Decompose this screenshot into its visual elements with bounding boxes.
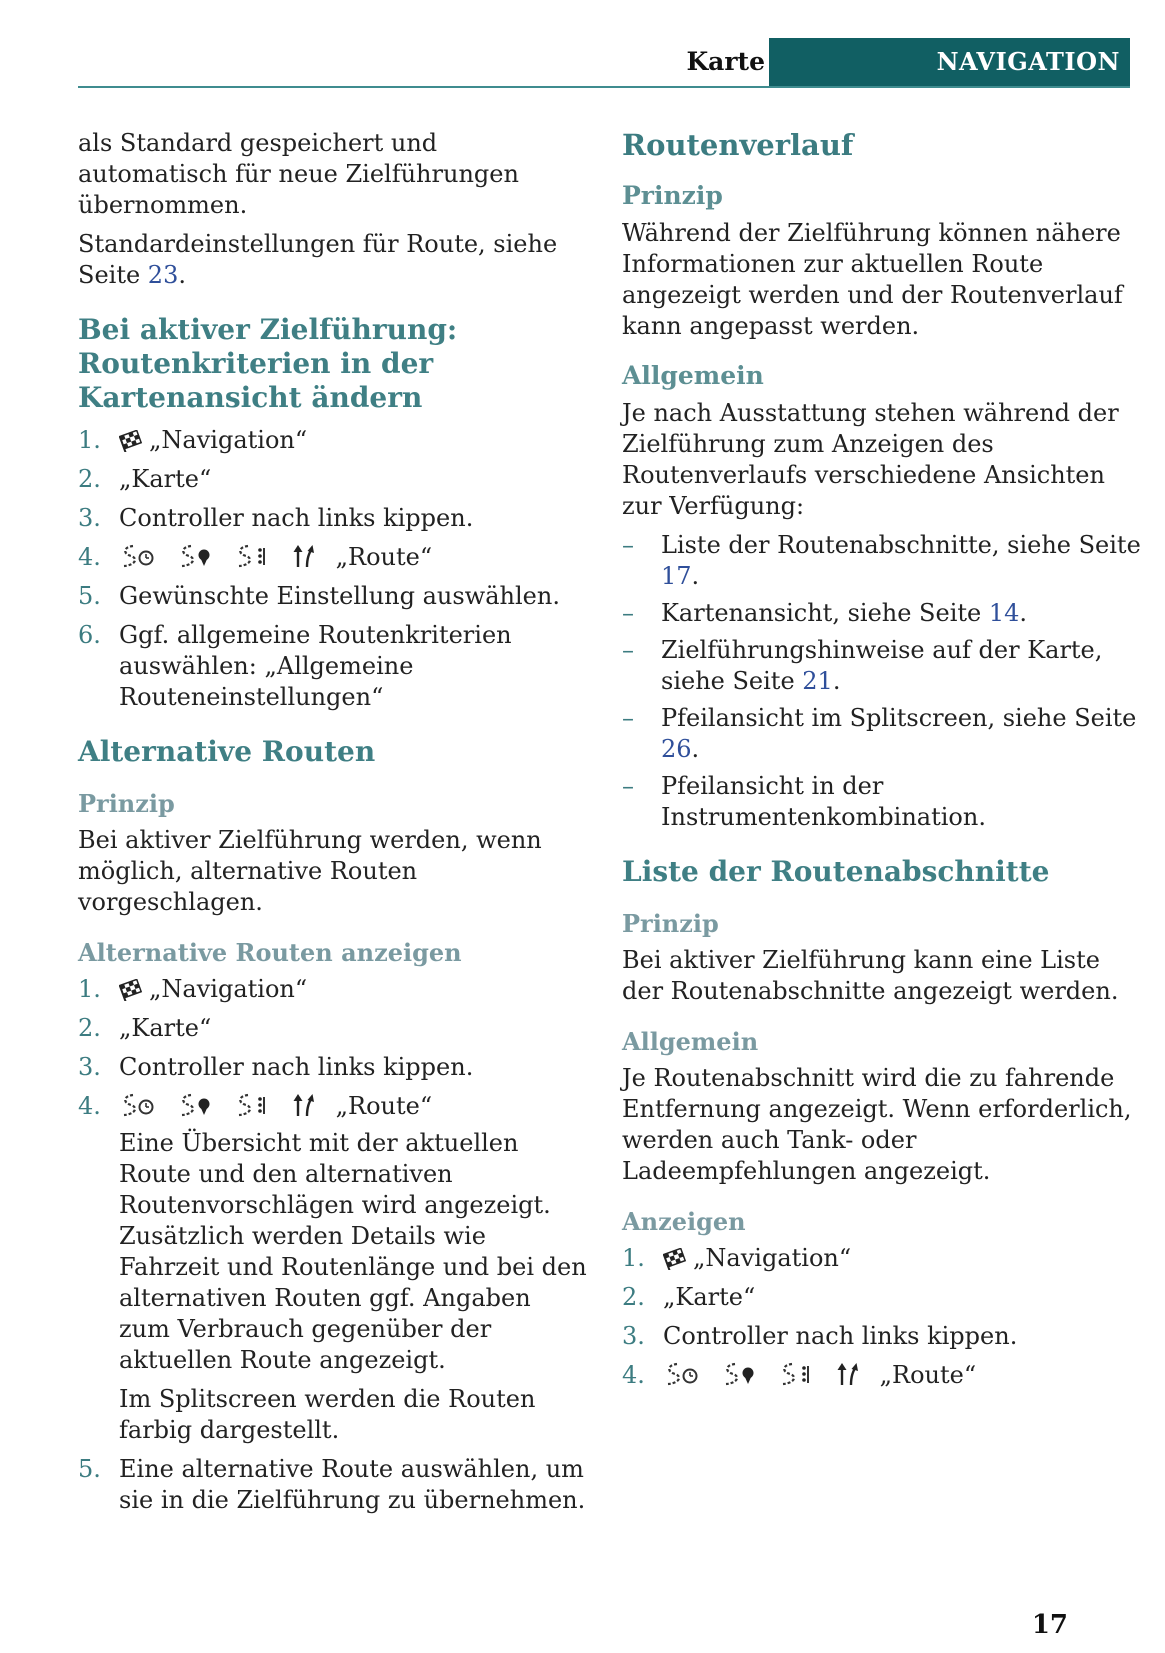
list-item	[78, 1052, 588, 1083]
route-list-icon	[778, 1361, 816, 1387]
list-item	[622, 1243, 1142, 1274]
step-text: „Karte“	[119, 1014, 212, 1042]
step-text: Ggf. allgemeine Routenkriterien auswählen: „Allgemeine Routeneinstellungen“	[119, 621, 512, 711]
list-item	[622, 771, 1142, 833]
step-number: 3.	[78, 504, 101, 532]
route-icons-row	[119, 543, 336, 571]
page-link-21[interactable]: 21	[802, 667, 833, 695]
list-item	[622, 598, 1142, 629]
route-time-icon	[119, 543, 157, 569]
route-poi-icon	[721, 1361, 759, 1387]
list-item-end: .	[691, 735, 700, 763]
arrows-up-icon	[292, 1092, 316, 1118]
prinzip-text: Bei aktiver Zielführung kann eine Liste der Routenabschnitte angezeigt werden.	[622, 946, 1119, 1005]
navigation-flag-icon	[119, 430, 143, 452]
list-item	[78, 425, 588, 456]
step-number: 4.	[78, 1092, 101, 1120]
list-item-text: Pfeilansicht in der Instrumentenkombination.	[661, 772, 986, 831]
views-list	[622, 530, 1142, 833]
dash-bullet: –	[622, 772, 634, 800]
page-number: 17	[1031, 1610, 1068, 1640]
route-icons-row	[663, 1361, 880, 1389]
step-number: 4.	[78, 543, 101, 571]
step-number: 1.	[78, 426, 101, 454]
list-item-end: .	[1019, 599, 1028, 627]
step-number: 1.	[78, 975, 101, 1003]
dash-bullet: –	[622, 531, 634, 559]
allgemein-text: Je Routenabschnitt wird die zu fahrende Entfernung angezeigt. Wenn erforderlich, werden auch Tank- oder Ladeempfehlungen angezeigt.	[622, 1064, 1132, 1185]
step-number: 3.	[78, 1053, 101, 1081]
section-heading-alternative-routen: Alternative Routen	[78, 735, 376, 768]
subheading-allgemein: Allgemein	[622, 361, 764, 390]
step-text: Controller nach links kippen.	[663, 1322, 1018, 1350]
step-number: 5.	[78, 582, 101, 610]
step-text: „Navigation“	[149, 426, 308, 454]
step-number: 2.	[78, 1014, 101, 1042]
steps-list-alternative-routen	[78, 974, 588, 1516]
list-item	[622, 1360, 1142, 1391]
dash-bullet: –	[622, 704, 634, 732]
right-column	[622, 128, 1142, 1399]
dash-bullet: –	[622, 636, 634, 664]
step-number: 3.	[622, 1322, 645, 1350]
page-link-17[interactable]: 17	[661, 562, 692, 590]
route-list-icon	[234, 543, 272, 569]
arrows-up-icon	[292, 543, 316, 569]
route-time-icon	[663, 1361, 701, 1387]
dash-bullet: –	[622, 599, 634, 627]
step-number: 2.	[622, 1283, 645, 1311]
list-item-end: .	[832, 667, 841, 695]
route-list-icon	[234, 1092, 272, 1118]
step-text: Controller nach links kippen.	[119, 504, 474, 532]
route-icons-row	[119, 1092, 336, 1120]
navigation-flag-icon	[663, 1248, 687, 1270]
intro-reference	[78, 229, 588, 291]
step-text: „Karte“	[663, 1283, 756, 1311]
list-item	[78, 503, 588, 534]
list-item	[78, 1454, 588, 1516]
list-item-text: Liste der Routenabschnitte, siehe Seite	[661, 531, 1141, 559]
list-item	[78, 581, 588, 612]
step-text: „Navigation“	[693, 1244, 852, 1272]
steps-list-routenkriterien	[78, 425, 588, 713]
intro-reference-text: Standardeinstellungen für Route, siehe Seite	[78, 230, 558, 289]
section-heading-routenverlauf: Routenverlauf	[622, 128, 854, 162]
step-description: Eine Übersicht mit der aktuellen Route und den alternativen Routenvorschlägen wird angezeigt. Zusätzlich werden Details wie Fahrzeit und Routenlänge und bei den alternativen Routen ggf. Angaben zum Verbrauch gegenüber der aktuellen Route angezeigt.	[119, 1129, 587, 1374]
steps-list-anzeigen	[622, 1243, 1142, 1391]
step-text: „Navigation“	[149, 975, 308, 1003]
navigation-flag-icon	[119, 979, 143, 1001]
page-header	[78, 38, 1130, 88]
step-text: „Route“	[335, 543, 433, 571]
prinzip-text: Während der Zielführung können nähere Informationen zur aktuellen Route angezeigt werden und der Routenverlauf kann angepasst werden.	[622, 219, 1123, 340]
subheading-allgemein: Allgemein	[622, 1027, 759, 1056]
intro-paragraph: als Standard gespeichert und automatisch für neue Zielführungen übernommen.	[78, 129, 519, 219]
header-section-title: Karte	[686, 47, 765, 76]
allgemein-text: Je nach Ausstattung stehen während der Zielführung zum Anzeigen des Routenverlaufs verschiedene Ansichten zur Verfügung:	[622, 399, 1119, 520]
step-number: 4.	[622, 1361, 645, 1389]
list-item	[78, 542, 588, 573]
list-item	[78, 620, 588, 713]
step-text: „Karte“	[119, 465, 212, 493]
list-item	[78, 464, 588, 495]
arrows-up-icon	[836, 1361, 860, 1387]
page-link-14[interactable]: 14	[988, 599, 1020, 627]
header-chapter-title: NAVIGATION	[769, 38, 1130, 86]
list-item	[622, 1282, 1142, 1313]
list-item	[622, 1321, 1142, 1352]
route-poi-icon	[177, 1092, 215, 1118]
subheading-alternative-routen-anzeigen: Alternative Routen anzeigen	[78, 938, 462, 967]
step-text: „Route“	[879, 1361, 977, 1389]
list-item	[622, 530, 1142, 592]
left-column	[78, 128, 588, 1524]
prinzip-text: Bei aktiver Zielführung werden, wenn möglich, alternative Routen vorgeschlagen.	[78, 826, 542, 916]
list-item	[78, 1091, 588, 1446]
section-heading-routenkriterien: Bei aktiver Zielführung: Routenkriterien in der Kartenansicht ändern	[78, 313, 458, 414]
list-item	[78, 1013, 588, 1044]
step-text: Controller nach links kippen.	[119, 1053, 474, 1081]
list-item	[622, 635, 1142, 697]
step-text: „Route“	[335, 1092, 433, 1120]
step-text: Eine alternative Route auswählen, um sie in die Zielführung zu übernehmen.	[119, 1455, 586, 1514]
subheading-anzeigen: Anzeigen	[622, 1207, 746, 1236]
section-heading-liste-der-routenabschnitte: Liste der Routenabschnitte	[622, 855, 1050, 888]
list-item	[622, 703, 1142, 765]
step-number: 2.	[78, 465, 101, 493]
step-number: 6.	[78, 621, 101, 649]
list-item-text: Pfeilansicht im Splitscreen, siehe Seite	[661, 704, 1137, 732]
step-number: 5.	[78, 1455, 101, 1483]
route-time-icon	[119, 1092, 157, 1118]
step-number: 1.	[622, 1244, 645, 1272]
list-item-end: .	[691, 562, 700, 590]
list-item-text: Kartenansicht, siehe Seite	[661, 599, 989, 627]
step-text: Gewünschte Einstellung auswählen.	[119, 582, 560, 610]
route-poi-icon	[177, 543, 215, 569]
intro-reference-end: .	[178, 261, 186, 289]
step-description-splitscreen: Im Splitscreen werden die Routen farbig dargestellt.	[119, 1385, 536, 1444]
subheading-prinzip: Prinzip	[622, 181, 723, 210]
list-item-text: Zielführungshinweise auf der Karte, siehe Seite	[661, 636, 1103, 695]
subheading-prinzip: Prinzip	[78, 789, 175, 818]
page-link-26[interactable]: 26	[661, 735, 692, 763]
subheading-prinzip: Prinzip	[622, 909, 719, 938]
list-item	[78, 974, 588, 1005]
page-link-23[interactable]: 23	[147, 261, 179, 289]
